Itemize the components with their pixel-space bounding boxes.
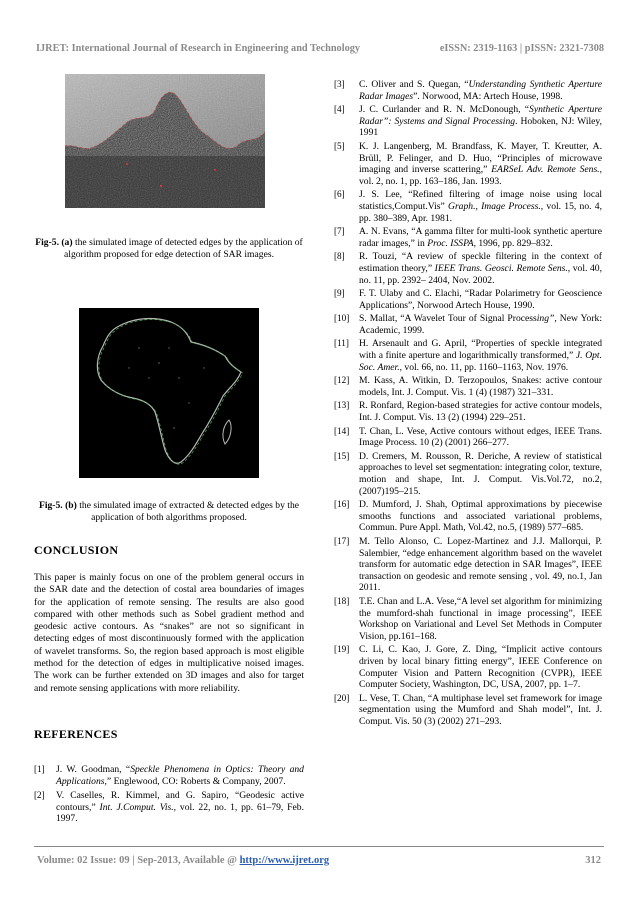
reference-item [334, 499, 602, 534]
references-heading: REFERENCES [34, 726, 118, 741]
reference-text-tail: , vol. 66, no. 11, pp. 1160–1163, Nov. 1976. [399, 361, 569, 373]
footer-volume-text: Volume: 02 Issue: 09 | Sep-2013, Available @ [37, 855, 240, 866]
journal-link[interactable]: http://www.ijret.org [239, 855, 330, 866]
reference-item [334, 189, 602, 224]
reference-text: F. T. Ulaby and C. Elachi, “Radar Polarimetry for Geoscience Applications”, Norwood Artech House, 1990. [359, 288, 602, 311]
reference-text-tail: , vol. 15, no. 4, pp. 380–389, Apr. 1981. [359, 200, 602, 224]
reference-number: [3] [334, 79, 345, 89]
reference-item [334, 79, 602, 102]
reference-text: H. Arsenault and G. April, “Properties of speckle integrated with a finite aperture and logarithmically transformed,” [359, 338, 602, 362]
reference-text: V. Caselles, R. Kimmel, and G. Sapiro, “Geodesic active contours,” [56, 790, 304, 813]
reference-italic: Int. J.Comput. Vis. [99, 801, 174, 813]
reference-text: K. J. Langenberg, M. Brandfass, K. Mayer, T. Kreutter, A. Brüll, P. Felinger, and D. Huo, “Principles of microwave imaging and inverse scattering,” [359, 140, 602, 176]
figure-5a-sar-image [65, 74, 265, 208]
reference-text: M. Kass, A. Witkin, D. Terzopoulos, Snakes: active contour models, Int. J. Comput. Vis. 1 (4) (1987) 321–331. [359, 375, 602, 398]
reference-item [334, 451, 602, 497]
reference-text: T.E. Chan and L.A. Vese,“A level set algorithm for minimizing the mumford-shah functional in image processing”, IEEE Workshop on Variational and Level Set Methods in Computer Vision, pp.161–168. [359, 595, 602, 642]
reference-item [334, 288, 602, 311]
africa-edge-image [79, 308, 259, 478]
reference-text: S. Mallat, “A Wavelet Tour of Signal Process [359, 313, 537, 325]
sar-edge-image [65, 74, 265, 208]
reference-text: J. S. Lee, “Refined filtering of image noise using local statistics,Comput.Vis” [359, 189, 602, 212]
reference-text-tail: , vol. 22, no. 1, pp. 61–79, Feb. 1997. [56, 801, 304, 825]
figure-5b-caption [34, 500, 304, 523]
reference-item [334, 426, 602, 449]
reference-number: [1] [34, 763, 45, 774]
reference-text: D. Mumford, J. Shah, Optimal approximations by piecewise smooths functions and associated variational problems, Commun. Pure Appl. Math, Vol.42, no.5, (1989) 577–685. [359, 499, 602, 534]
reference-italic: Graph., Image Process. [448, 200, 541, 212]
reference-item [334, 400, 602, 423]
reference-number: [13] [334, 400, 350, 411]
reference-item [34, 790, 304, 825]
reference-text: J. C. Curlander and R. N. McDonough, “ [359, 104, 530, 116]
reference-italic: IEEE Trans. Geosci. Remote Sens. [434, 262, 568, 274]
reference-number: [20] [334, 692, 350, 703]
reference-text-tail: , 1996, pp. 829–832. [473, 237, 553, 249]
reference-number: [7] [334, 226, 345, 237]
figure-5b-label: Fig-5. (b) [38, 500, 77, 511]
reference-text-tail: ” Englewood, CO: Roberts & Company, 2007. [106, 775, 286, 787]
reference-italic: J. Opt. Soc. Amer. [359, 350, 602, 373]
reference-number: [15] [334, 450, 350, 461]
reference-number: [12] [334, 375, 350, 386]
reference-number: [6] [334, 189, 345, 200]
reference-item [334, 536, 602, 594]
reference-number: [2] [34, 790, 45, 801]
reference-italic: Proc. ISSPA [427, 237, 474, 249]
reference-number: [11] [334, 338, 349, 349]
reference-number: [17] [334, 535, 350, 546]
reference-number: [4] [334, 104, 345, 115]
conclusion-paragraph: This paper is mainly focus on one of the problem general occurs in the SAR date and the detection of costal area boundaries of images for the application of remote sensing. The results are also good compared with other methods such as Sobel gradient method and geodesic active contours. As “snakes” are not so significant in detecting edges of most discontinuously formed with the application of wavelet transforms. So, the region based approach is most eligible method for the detection of edges in multiplicative noised images. The work can be further extended on 3D images and also for target and remote sensing applications with more reliability. [34, 572, 304, 694]
reference-item [334, 338, 602, 373]
reference-text: J. W. Goodman, “ [56, 763, 131, 775]
reference-italic: ing”, [536, 313, 557, 325]
reference-item [334, 375, 602, 398]
reference-text: A. N. Evans, “A gamma filter for multi-look synthetic aperture radar images,” in [359, 226, 602, 249]
reference-text-tail: , vol. 2, no. 1, pp. 163–186, Jan. 1993. [359, 164, 602, 187]
conclusion-heading: CONCLUSION [34, 543, 119, 557]
reference-text: R. Ronfard, Region-based strategies for active contour models, Int. J. Comput. Vis. 13 (2) (1994) 229–251. [359, 400, 602, 424]
reference-item [34, 764, 304, 787]
journal-header: IJRET: International Journal of Research in Engineering and Technology [36, 43, 361, 54]
reference-text: L. Vese, T. Chan, “A multiphase level set framework for image segmentation using the Mumford and Shah model”, Int. J. Comput. Vis. 50 (3) (2002) 271–293. [359, 692, 602, 727]
reference-text: C. Li, C. Kao, J. Gore, Z. Ding, “Implicit active contours driven by local binary fitting energy”, IEEE Conference on Computer Vision and Pattern Recognition (CVPR), IEEE Computer Society, Washington, DC, USA, 2007, pp. 1–7. [359, 644, 602, 691]
reference-italic: Synthetic Aperture Radar”: Systems and Signal Processing [359, 104, 602, 127]
figure-5b-africa-image [79, 308, 259, 478]
reference-number: [10] [334, 313, 350, 324]
figure-5b-caption-text: the simulated image of extracted & detected edges by the application of both algorithms proposed. [76, 500, 299, 523]
reference-item [334, 313, 602, 336]
reference-number: [14] [334, 425, 350, 436]
figure-5a-caption-text: the simulated image of detected edges by the application of algorithm proposed for edge detection of SAR images. [64, 237, 303, 260]
left-column [34, 74, 304, 828]
reference-item [334, 141, 602, 187]
issn-header: eISSN: 2319-1163 | pISSN: 2321-7308 [439, 43, 604, 54]
right-column [334, 79, 602, 729]
figure-5a-label: Fig-5. (a) [35, 237, 73, 248]
reference-text-tail: ”. Norwood, MA: Artech House, 1998. [413, 90, 563, 102]
footer-volume [37, 855, 329, 866]
reference-text: M. Tello Alonso, C. Lopez-Martinez and J.J. Mallorqui, P. Salembier, “edge enhancement algorithm based on the wavelet transform for automatic edge detection in SAR Images”, IEEE transaction on geodesic and remote sensing , vol. 49, no.1, Jan 2011. [359, 535, 602, 594]
reference-text-tail: , vol. 40, no. 11, pp. 2392– 2404, Nov. 2002. [359, 262, 602, 286]
reference-text: R. Touzi, “A review of speckle filtering in the context of estimation theory,” [359, 251, 602, 274]
figure-5a-caption [34, 237, 304, 260]
reference-text: D. Cremers, M. Rousson, R. Deriche, A review of statistical approaches to level set segmentation: integrating color, texture, motion and shape, Int. J. Comput. Vis.Vol.72, no.2, (2007)195–215. [359, 450, 602, 497]
reference-item [334, 596, 602, 642]
reference-number: [16] [334, 499, 350, 510]
reference-text-tail: New York: Academic, 1999. [359, 313, 602, 336]
reference-italic: EARSeL Adv. Remote Sens. [491, 164, 600, 176]
footer-divider [34, 846, 604, 847]
reference-text: C. Oliver and S. Quegan, “ [359, 79, 469, 90]
reference-number: [8] [334, 251, 345, 262]
reference-text-tail: . Hoboken, NJ: Wiley, 1991 [359, 115, 602, 139]
reference-number: [5] [334, 140, 345, 151]
reference-number: [19] [334, 644, 350, 655]
reference-item [334, 104, 602, 139]
reference-item [334, 251, 602, 286]
reference-text: T. Chan, L. Vese, Active contours without edges, IEEE Trans. Image Process. 10 (2) (2001) 266–277. [359, 425, 602, 449]
references-left-list [34, 764, 304, 825]
reference-item [334, 226, 602, 249]
page-number: 312 [585, 855, 601, 866]
reference-item [334, 693, 602, 728]
reference-item [334, 644, 602, 690]
reference-italic: Understanding Synthetic Aperture Radar Images [359, 79, 602, 102]
reference-number: [9] [334, 288, 345, 299]
reference-number: [18] [334, 595, 350, 606]
reference-italic: Speckle Phenomena in Optics: Theory and Applications, [56, 763, 304, 787]
